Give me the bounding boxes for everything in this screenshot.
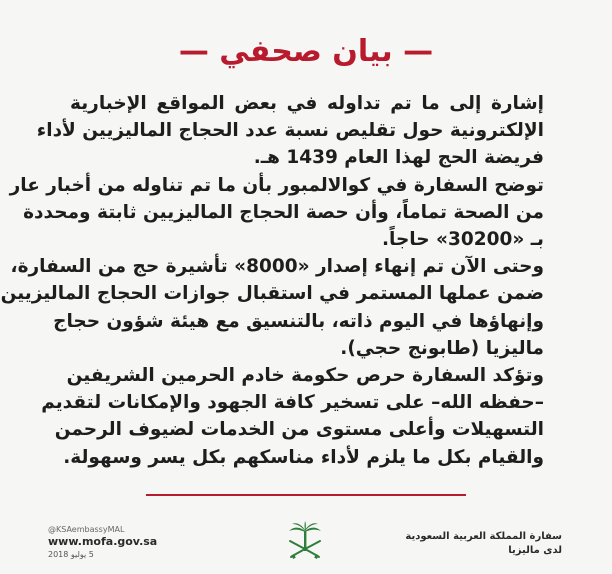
body-line: الإلكترونية حول تقليص نسبة عدد الحجاج الماليزيين لأداء [36, 120, 544, 142]
body-line: ضمن عملها المستمر في استقبال جوازات الحجاج الماليزيين [0, 283, 544, 305]
body-line: –حفظه الله– على تسخير كافة الجهود والإمكانات لتقديم [41, 392, 544, 414]
body-line: والقيام بكل ما يلزم لأداء مناسكهم بكل يسر وسهولة. [63, 446, 544, 468]
embassy-name [362, 530, 562, 558]
press-release-body [0, 90, 544, 471]
body-line: فريضة الحج لهذا العام 1439 هـ. [253, 147, 544, 169]
body-line: وتؤكد السفارة حرص حكومة خادم الحرمين الشريفين [66, 365, 544, 387]
embassy-name-line2: لدى ماليزيا [508, 545, 562, 556]
body-line: إشارة إلى ما تم تداوله في بعض المواقع الإخبارية [70, 93, 544, 114]
divider [146, 494, 466, 496]
twitter-handle[interactable]: @KSAembassyMAL [48, 525, 125, 534]
body-line: التسهيلات وأعلى مستوى من الخدمات لضيوف الرحمن [54, 419, 544, 441]
saudi-emblem-icon [283, 519, 327, 563]
release-date: 5 يوليو 2018 [48, 550, 94, 559]
body-line: توضح السفارة في كوالالمبور بأن ما تم تناوله من أخبار عار [9, 174, 544, 196]
embassy-name-line1: سفارة المملكة العربية السعودية [405, 531, 562, 542]
body-line: وحتى الآن تم إنهاء إصدار «8000» تأشيرة حج من السفارة، [10, 256, 544, 278]
body-line: من الصحة تماماً، وأن حصة الحجاج الماليزيين ثابتة ومحددة [23, 201, 544, 223]
website-link[interactable]: www.mofa.gov.sa [48, 535, 158, 548]
page-title: — بيان صحفي — [178, 34, 434, 69]
footer-contact [48, 524, 208, 560]
body-line: وإنهاؤها في اليوم ذاته، بالتنسيق مع هيئة شؤون حجاج [53, 310, 544, 332]
body-line: ماليزيا (طابونج حجي). [340, 337, 544, 359]
body-line: بـ «30200» حاجاً. [381, 229, 544, 251]
